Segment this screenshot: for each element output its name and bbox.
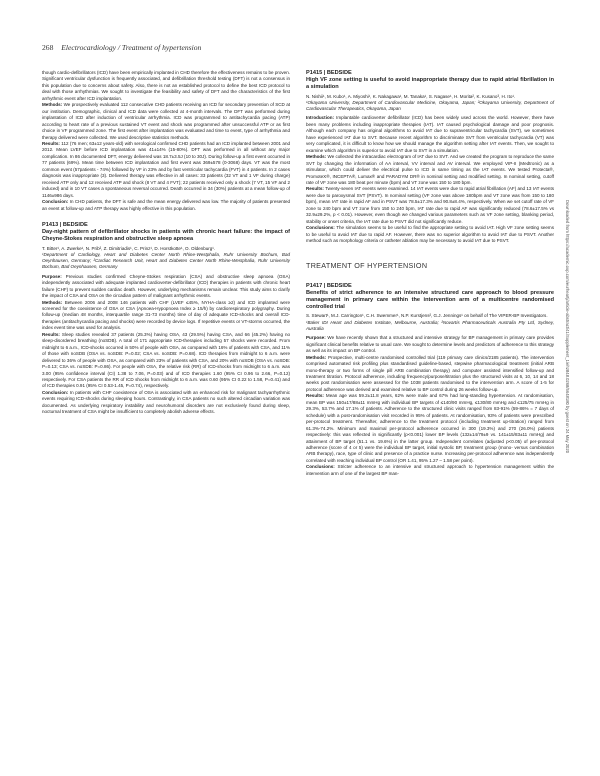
purpose-paragraph xyxy=(42,274,290,300)
left-column xyxy=(42,70,290,416)
conclusion-paragraph xyxy=(42,390,290,416)
results-text: Twenty-seven IAT events were examined. 14 IAT events were due to rapid atrial fibrillation (AF) and 13 IAT events were due to paroxysmal SVT (PSVT). In nominal setting (VF zone was above 180bpm and VT zone was from 150 to 180 bpm), mean IAT rate in rapid AF and in PSVT was 78.5±17.3% and 90.8±8.4%, respectively. When we set cutoff rate of VF zone to 240 bpm and VT zone from 150 to 240 bpm, IAT rate due to rapid AF was significantly reduced (78.6±17.5% vs 32.9±29.2%, p < 0.01). However, even though we changed various parameters such as VF zone setting, blanking period, stability or onset criteria, the IAT rate due to PSVT did not significantly reduce. xyxy=(306,186,554,224)
conclusion-label: Conclusion: xyxy=(42,389,69,395)
conclusion-text: In patients with CHF coexistence of OSA is associated with an enhanced risk for malignant tachyarrhythmic events requiring ICD-shocks during sleeping hours. Contrastingly, in CSA patients no such altered circadian variation was documented. As underlying respiratory instability and neurohumoral disorders are not exclusively found during sleep, nocturnal treatment of CSA might be insufficient to completely abolish adverse effects. xyxy=(42,389,291,415)
introduction-paragraph xyxy=(306,115,554,154)
results-text: Sleep studies revealed 37 patients (25.3%) having OSA, 43 (29.5%) having CSA, and 66 (45.2%) having no sleep-disordered breathing (noSDB). A total of 171 appropriate ICD-therapies including 57 shocks were recorded. From midnight to 6 a.m., ICD-shocks occurred in 50% of people with OSA, as compared with 16% of patients with CSA, and 11% of those with noSDB (OSA vs. noSDB: P=0.02; CSA vs. noSDB: P=0.68). ICD therapies from midnight to 6 a.m. were delivered to 36% of people with OSA, as compared with 23% of patients with CSA, and 20% with noSDB (OSA vs. noSDB: P=0.13; CSA vs. noSDB: P=0.86). For people with OSA, the relative risk (RR) of ICD-shocks from midnight to 6 a.m. was 3.00 (95% confidence interval (CI) 1.38 to 7.06, P=0.03) and of ICD therapies 1.60 (95% CI 0.96 to 2.66, P=0.12) respectively. For CSA patients the RR of ICD shocks from midnight to 6 a.m. was 0.60 (95% CI 0.22 to 1.58, P=0.41) and of ICD therapies 0.91 (95% CI 0.53-1.45, P=0.74), respectively. xyxy=(42,331,290,389)
conclusions-text: Stricter adherence to an intensive and structured approach to hypertension management within the intervention arm of one of the largest BP man- xyxy=(306,464,555,476)
results-paragraph xyxy=(306,393,554,464)
abstract-continuation-conclusion xyxy=(42,199,290,212)
methods-paragraph xyxy=(306,355,554,394)
results-text: Mean age was 59.2±11.8 years, 62% were male and 67% had long-standing hypertension. At randomisation, mean BP was 150±17/88±11 mmHg with individual BP targets of ≤140/90 mmHg, ≤130/80 mmHg and ≤125/75 mmHg in 29.3%, 53.7% and 17.1% of patients. Adherence to the structured clinic visits ranged from 83-91% (59-86% = 7 days of schedule) with a post-randomisation visit recorded in 95% of patients. At randomisation, 93% of patients were prescribed per-protocol treatment. Thereafter, adherence to the treatment protocol (including treatment up-titration) ranged from 61.3%-74.2%. Minimum and maximal per-protocol adherence occurred in 300 (19.3%) and 270 (26.0%) patients respectively: this was reflected in significantly (p<0.001) lower BP levels (132±14/79±9 vs. 141±15/83±11 mmHg) and attainment of BP target (51.1 vs. 19.6%) in the latter group. Independent correlates (adjusted p<0.05) of per-protocol adherence (score of 4 or 5) were the individual BP target, initial systolic BP, treatment group (mono- versus combination ARB therapy), race, type of clinic and presence of a practice nurse. Increasing per-protocol adherence was independently correlated with reaching individual BP control (OR 1.41, 95% 1.27 – 1.58 per point). xyxy=(306,393,554,463)
abstract-authors: N. Nishii¹, M. Kubo¹, A. Miyoshi¹, K. Nakagawa¹, M. Tanaka¹, S. Nagase¹, H. Morita², K. Kusano³, H. Ito¹. xyxy=(306,93,516,99)
purpose-label: Purpose: xyxy=(42,273,62,279)
abstract-p1417 xyxy=(306,283,554,477)
conclusions-label: Conclusions: xyxy=(306,225,335,231)
conclusions-label: Conclusions: xyxy=(306,464,335,470)
methods-label: Methods: xyxy=(42,102,63,108)
purpose-label: Purpose: xyxy=(306,335,326,341)
methods-text: We collected the intracardiac electrogram of IAT due to SVT. And we created the program to reproduce the same SVT by changing the information of AA interval, VV interval and AV interval. We employed VIP-II (Medtronic) as a stimulator, which could deliver the electrical pulse to ICD in same timing as the IAT events. We tested Protecta®, PromoteX®, INCEPTA®, Lumax® and PARADYM DR® in nominal setting and modified setting. In nominal setting, cutoff rate of VF zone was 180 beat per minute (bpm) and VT zone was 150 to 180 bpm. xyxy=(306,154,554,186)
results-paragraph xyxy=(42,332,290,390)
purpose-text: Previous studies confirmed Cheyne-Stokes respiration (CSA) and obstructive sleep apnoea (OSA) independently associated with adequate implanted cardioverter-defibrillator (ICD) therapies in patients with chronic heart failure (CHF) to prevent sudden cardiac death. However, underlying mechanisms remain unclear. This study aims to clarify the impact of CSA and OSA on the circadian pattern of malignant arrhythmic events. xyxy=(42,273,290,299)
conclusions-paragraph xyxy=(306,225,554,244)
results-text: 112 (76 men; 63±12 years-old) with serological confirmed CHD patients had an ICD implanted between 2001 and 2012. Mean LVEF before ICD implantation was 41±14% (15-80%). DFT was performed in all without any major complication. In 86 documented DFT, energy delivered was 18.7±3.5J (10 to 30J). During follow-up a first event occurred in 77 patients (69%). Mean time between ICD implantation and first event was 369±578 (0-3068) days. VT was the most common event (57patients - 74%) followed by VF in 23% and by fast ventricular tachycardia (FVT) in 4 patients. In 2 cases diagnosis was inappropriate (3). Delivered therapy was effective in all cases: 33 patients (32 VT and 1 VF during charge) received ATP only and 12 received ATP and shock (8 VT and 4 FVT); 22 patients received only a shock (7 VT, 15 VF and 2 induced) and in 10 VT cases a spontaneous reversal occurred. Death occurred in 34 (30%) patients at a mean follow-up of 1146±986 days. xyxy=(42,140,291,198)
abstract-continuation-results xyxy=(42,141,290,199)
page-number: 268 xyxy=(42,43,54,52)
right-column xyxy=(306,70,554,477)
abstract-affiliations: ¹Baker IDI Heart and Diabetes Institute, Melbourne, Australia; ²Novartis Pharmaceuticals Australia Pty Ltd, Sydney, Australia xyxy=(306,319,554,331)
results-label: Results: xyxy=(42,140,60,146)
abstract-continuation-intro: though cardio-defibrillators (ICD) have been empirically implanted in CHD therefore the effectiveness remains to be proven. Significant ventricular dysfunction is frequently associated, and defibrillation threshold testing (DFT) is not a consensus in this population due to concerns about safety. Also, there is not an established protocol to define the best ICD protocol to deal with those arrhythmias. We sought to investigate the feasibility and safety of DFT and the characteristics of the first arrhythmic event after ICD implantation. xyxy=(42,70,290,101)
journal-title: Electrocardiology / Treatment of hypertension xyxy=(61,43,202,52)
results-paragraph xyxy=(306,186,554,225)
abstract-number: P1413 | BEDSIDE xyxy=(42,221,88,228)
results-label: Results: xyxy=(42,331,60,337)
methods-text: Between 2006 and 2008 146 patients with CHF (LVEF ≤45%, NYHA-class ≥2) and ICD implanted were screened for the coexistence of OSA or CSA (Apnoea-Hypopnoea Index ≥ 15/h) by cardiorespiratory polygraphy. During follow-up (median 48 months, interquartile range 31-73 months) time of day of adequate ICD-shocks and overall ICD-therapies (antitachycardia pacing and shocks) were recorded by device logs. If repetitive events or VT-storms occurred, the index event time was used for analysis. xyxy=(42,299,291,331)
abstract-authors: T. Bitter¹, A. Zwerke¹, N. Prib², Z. Dimitriadis¹, C. Prinz¹, D. Horstkotte¹, O. Oldenburg¹. xyxy=(42,245,216,251)
introduction-label: Introduction: xyxy=(306,115,335,121)
abstract-p1413 xyxy=(42,222,290,416)
section-heading: TREATMENT OF HYPERTENSION xyxy=(306,260,428,270)
methods-label: Methods: xyxy=(42,299,63,305)
conclusions-paragraph xyxy=(306,464,554,477)
results-label: Results: xyxy=(306,186,324,192)
conclusions-text: The simulation seems to be useful to find the appropriate setting to avoid IAT. High VF zone setting seems to be useful to avoid IAT due to rapid AF. However, there was no superior algorithm to avoid IAT due to PSVT. Another method such as morphology criteria or catheter ablation may be necessary to avoid IAT due to PSVT. xyxy=(306,225,554,244)
download-watermark: Downloaded from https://academic.oup.com/eurheartj/article-abstract/41/Supplement_1/ehz848.0268/5648180 by guest on 24 May 2020 xyxy=(565,200,570,454)
conclusion-label: Conclusion: xyxy=(42,199,69,205)
conclusion-text: In CHD patients, the DFT is safe and the mean energy delivered was low. The majority of patients presented an event at follow-up and ATP therapy was highly effective in this population. xyxy=(42,199,290,211)
abstract-continuation-methods xyxy=(42,102,290,141)
abstract-title: Benefits of strict adherence to an intensive structured care approach to blood pressure management in primary care within the intervention arm of a multicentre randomised controlled trial xyxy=(306,290,554,310)
abstract-number: P1415 | BEDSIDE xyxy=(306,70,352,76)
purpose-text: We have recently shown that a structured and intensive strategy for BP management in primary care provides significant clinical benefits relative to usual care. We sought to determine levels and predictors of adherence to this strategy as well as its impact on BP control. xyxy=(306,335,555,354)
abstract-title: High VF zone setting is useful to avoid inappropriate therapy due to rapid atrial fibrillation in a simulation xyxy=(306,77,554,90)
running-header xyxy=(42,43,562,52)
abstract-authors: S. Stewart¹, M.J. Carrington¹, C.H. Swemmer¹, N.P. Kurstjens², G.J. Jennings¹ on behalf of The VIPER-BP Investigators. xyxy=(306,313,548,319)
methods-label: Methods: xyxy=(306,354,327,360)
introduction-text: Implantable cardioverter defibrillator (ICD) has been widely used across the world. However, there have been many problems including inappropriate therapies (IAT). IAT caused psychological damage and poor prognosis. Although each company has original algorithms to avoid IAT due to supraventricular tachycardia (SVT), we sometimes have experienced IAT due to SVT. Because recent algorithm to discriminate SVT from ventricular tachycardia (VT) was very complicated, it is difficult to know how we should manage the algorithm setting after IAT events. Then, we sought to examine which algorithm is superior to avoid IAT due to SVT in a simulation. xyxy=(306,115,554,153)
methods-label: Methods: xyxy=(306,154,327,160)
methods-paragraph xyxy=(306,154,554,186)
methods-text: We prospectively evaluated 112 consecutive CHD patients receiving an ICD for secondary prevention of SCD at our institution. Demographic, clinical and ICD data were collected at 4-month intervals. The DFT was performed during implantation of ICD after induction of ventricular arrhythmia. ICD was programmed to antitachycardia pacing (ATP) according to heart rate of a previous sustained VT event and shock was programmed after unsuccessful ATP or as first choice in VF programmed zone. The first event after implantation was evaluated and time to event, type of arrhythmia and therapy delivered were collected. We used descriptive statistics methods. xyxy=(42,102,290,140)
abstract-p1415 xyxy=(306,70,554,245)
abstract-affiliations: ¹Okayama University, Department of Cardiovascular Medicine, Okayama, Japan; ²Okayama University, Department of Cardiovascular Therapeutics, Okayama, Japan xyxy=(306,99,554,112)
purpose-paragraph xyxy=(306,335,554,354)
results-label: Results: xyxy=(306,393,324,399)
abstract-number: P1417 | BEDSIDE xyxy=(306,283,352,289)
methods-text: Prospective, multi-centre randomised controlled trial (119 primary care clinics/2185 patients). The intervention comprised automated risk profiling plus standardised guideline-based, stepwise pharmacological treatment (initial ARB mono-therapy or two forms of single pill ARB combination therapy) and computer assisted intensified follow-up and treatment titration. Protocol adherence, including frequency/purpose/titration plus the structured visits at 6, 10, 14 and 18 weeks post randomisation were assessed for the 1038 patients randomised to the intervention arm. A score of 1-5 for protocol adherence was derived and examined relative to BP control during 26 weeks follow-up. xyxy=(306,354,554,392)
abstract-title: Day-night pattern of defibrillator shocks in patients with chronic heart failure: the impact of Cheyne-Stokes respiration and obstructive sleep apnoea xyxy=(42,228,290,242)
methods-paragraph xyxy=(42,300,290,332)
abstract-affiliations: ¹Department of Cardiology, Heart and Diabetes Center North Rhine-Westphalia, Ruhr University Bochum, Bad Oeynhausen, Germany; ²Cardiac Research Unit, Heart and Diabetes Center North Rhine-Westphalia, Ruhr University Bochum, Bad Oeynhausen, Germany xyxy=(42,251,290,270)
